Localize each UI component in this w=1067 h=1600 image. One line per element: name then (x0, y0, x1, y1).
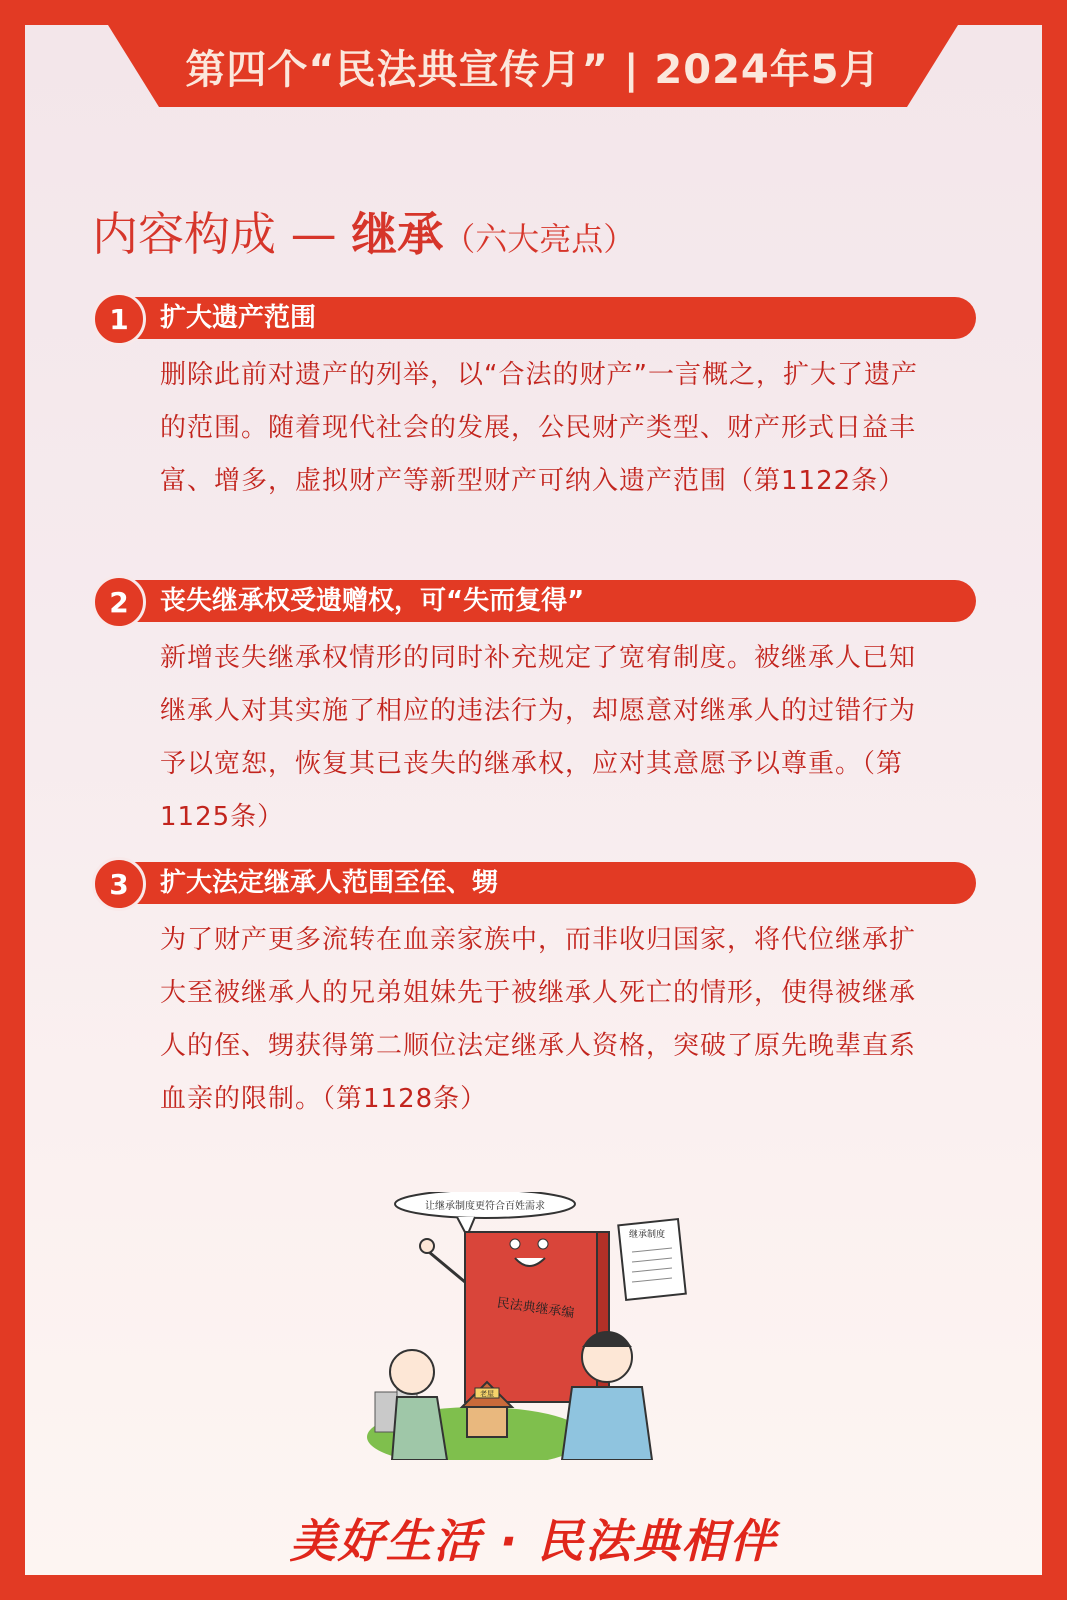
section-body: 删除此前对遗产的列举，以“合法的财产”一言概之，扩大了遗产的范围。随着现代社会的发展，公民财产类型、财产形式日益丰富、增多，虚拟财产等新型财产可纳入遗产范围（第1122条） (160, 360, 918, 496)
inheritance-illustration (367, 1192, 717, 1460)
section-body: 新增丧失继承权情形的同时补充规定了宽宥制度。被继承人已知继承人对其实施了相应的违法行为，却愿意对继承人的过错行为予以宽恕，恢复其已丧失的继承权，应对其意愿予以尊重。（第1125条） (160, 643, 917, 832)
house-icon (467, 1407, 507, 1437)
section-number: 3 (92, 857, 146, 911)
section-title: 扩大遗产范围 (160, 303, 317, 333)
page-title (92, 198, 635, 264)
grandfather-head (390, 1350, 434, 1394)
civil-code-book (465, 1232, 605, 1402)
title-sub: （六大亮点） (443, 220, 636, 258)
section-number: 1 (92, 292, 146, 346)
grandfather-body (392, 1397, 447, 1460)
banner-text: 第四个“民法典宣传月” | 2024年5月 (185, 46, 881, 93)
house-sign: 老屋 (480, 1390, 494, 1398)
young-man-body (562, 1387, 652, 1460)
title-main: 内容构成 — (92, 207, 352, 261)
section-body: 为了财产更多流转在血亲家族中，而非收归国家，将代位继承扩大至被继承人的兄弟姐妹先于被继承人死亡的情形，使得被继承人的侄、甥获得第二顺位法定继承人资格，突破了原先晚辈直系血亲的限制。（第1128条） (160, 925, 917, 1114)
section-number: 2 (92, 575, 146, 629)
speech-text: 让继承制度更符合百姓需求 (425, 1201, 545, 1212)
section-title: 丧失继承权受遗赠权，可“失而复得” (160, 586, 585, 616)
book-label: 民法典继承编 (495, 1295, 576, 1322)
slogan: 美好生活 · 民法典相伴 (289, 1514, 778, 1568)
section-title: 扩大法定继承人范围至侄、甥 (160, 868, 499, 898)
title-strong: 继承 (351, 207, 444, 261)
paper-label: 继承制度 (628, 1230, 666, 1240)
pointing-hand-icon (420, 1239, 434, 1253)
